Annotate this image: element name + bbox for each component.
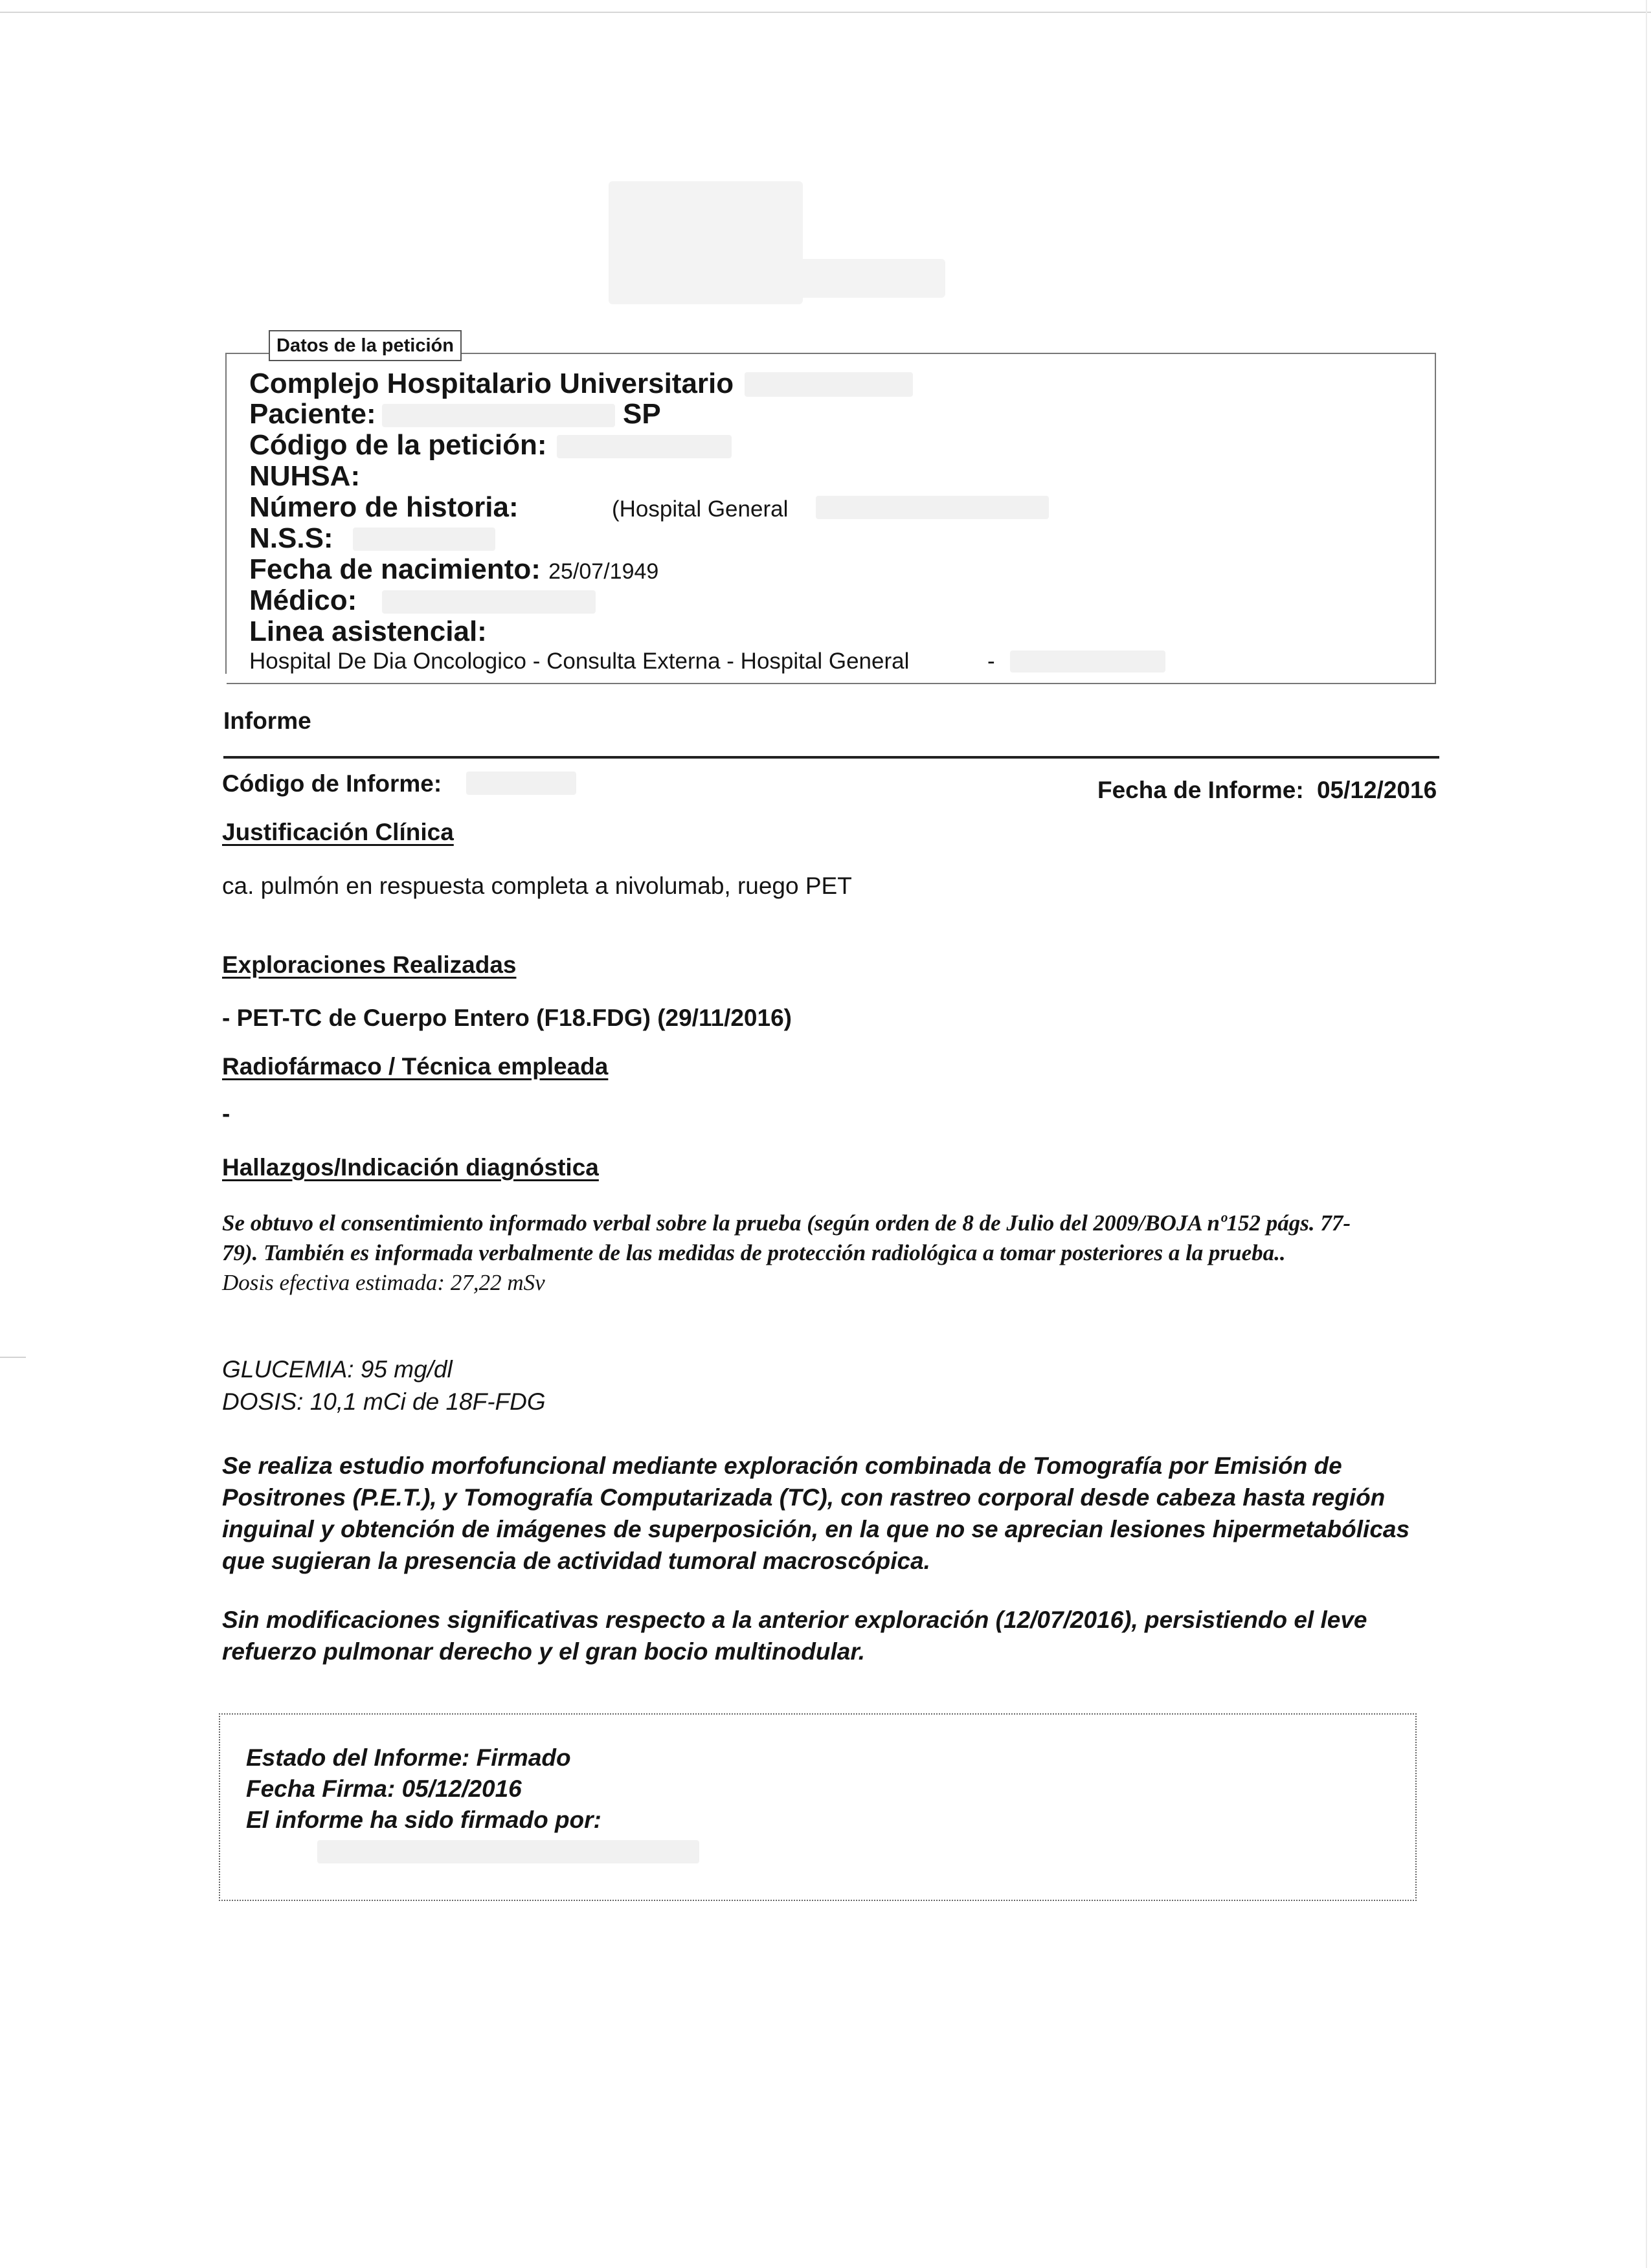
- report-date-value: 05/12/2016: [1316, 777, 1437, 803]
- dosis-line: DOSIS: 10,1 mCi de 18F-FDG: [222, 1388, 546, 1415]
- redacted-field: [745, 372, 913, 397]
- study-line: que sugieran la presencia de actividad tumoral macroscópica.: [222, 1548, 930, 1574]
- justification-heading: Justificación Clínica: [222, 819, 454, 845]
- report-date: [1097, 777, 1437, 804]
- care-line-label: Linea asistencial:: [249, 616, 487, 647]
- request-code-label: Código de la petición:: [249, 429, 547, 461]
- study-line: inguinal y obtención de imágenes de superposición, en la que no se aprecian lesiones hipermetabólicas: [222, 1516, 1410, 1542]
- explorations-heading: Exploraciones Realizadas: [222, 951, 517, 978]
- nss-label: N.S.S:: [249, 522, 333, 554]
- explorations-text: - PET-TC de Cuerpo Entero (F18.FDG) (29/11/2016): [222, 1005, 792, 1031]
- doctor-label: Médico:: [249, 584, 357, 616]
- comparison-line: refuerzo pulmonar derecho y el gran bocio multinodular.: [222, 1638, 865, 1665]
- study-line: Se realiza estudio morfofuncional mediante exploración combinada de Tomografía por Emisión de: [222, 1452, 1342, 1479]
- redacted-field: [353, 528, 495, 551]
- findings-heading: Hallazgos/Indicación diagnóstica: [222, 1154, 599, 1181]
- care-line-value: Hospital De Dia Oncologico - Consulta Externa - Hospital General: [249, 649, 910, 674]
- signed-date: Fecha Firma: 05/12/2016: [246, 1775, 522, 1802]
- redacted-field: [317, 1840, 699, 1863]
- radiopharmaceutical-text: -: [222, 1100, 230, 1127]
- report-title: Informe: [223, 707, 311, 734]
- report-code-label: Código de Informe:: [222, 770, 442, 797]
- consent-line: 79). También es informada verbalmente de las medidas de protección radiológica a tomar posteriores a la prueba..: [222, 1240, 1286, 1265]
- scan-edge-top: [0, 12, 1651, 13]
- report-status: Estado del Informe: Firmado: [246, 1744, 571, 1771]
- redacted-field: [382, 590, 596, 614]
- report-divider: [223, 756, 1439, 759]
- comparison-line: Sin modificaciones significativas respecto a la anterior exploración (12/07/2016), persistiendo el leve: [222, 1606, 1367, 1633]
- history-label: Número de historia:: [249, 491, 519, 523]
- consent-paragraph: [222, 1208, 1439, 1298]
- consent-line: Dosis efectiva estimada: 27,22 mSv: [222, 1270, 545, 1295]
- study-line: Positrones (P.E.T.), y Tomografía Computarizada (TC), con rastreo corporal desde cabeza hasta región: [222, 1484, 1386, 1511]
- consent-line: Se obtuvo el consentimiento informado verbal sobre la prueba (según orden de 8 de Julio del 2009/BOJA nº152 págs. 77-: [222, 1210, 1351, 1236]
- patient-label: Paciente:: [249, 398, 376, 430]
- hospital-name: Complejo Hospitalario Universitario: [249, 368, 734, 399]
- justification-text: ca. pulmón en respuesta completa a nivolumab, ruego PET: [222, 873, 852, 899]
- redacted-field: [816, 496, 1049, 519]
- redacted-field: [466, 772, 576, 795]
- bleed-through-mark: [609, 181, 803, 304]
- bleed-through-mark: [796, 259, 945, 298]
- nuhsa-label: NUHSA:: [249, 460, 361, 492]
- radiopharmaceutical-heading: Radiofármaco / Técnica empleada: [222, 1053, 609, 1080]
- scan-edge-right: [1646, 0, 1647, 2268]
- scan-mark: [0, 1357, 26, 1358]
- birth-date-label: Fecha de nacimiento: 25/07/1949: [249, 553, 659, 585]
- redacted-field: [557, 435, 732, 458]
- birth-date-value: 25/07/1949: [548, 559, 659, 584]
- care-line-mark: -: [987, 649, 995, 674]
- request-data-legend: Datos de la petición: [269, 330, 462, 361]
- glucemia-line: GLUCEMIA: 95 mg/dl: [222, 1356, 453, 1383]
- history-value: (Hospital General: [612, 496, 789, 522]
- report-date-label: Fecha de Informe:: [1097, 777, 1304, 803]
- signed-by: El informe ha sido firmado por:: [246, 1807, 601, 1833]
- redacted-field: [382, 404, 615, 427]
- comparison-paragraph: [222, 1604, 1452, 1667]
- study-paragraph: [222, 1450, 1452, 1577]
- redacted-field: [1010, 650, 1165, 673]
- patient-suffix: SP: [623, 398, 661, 430]
